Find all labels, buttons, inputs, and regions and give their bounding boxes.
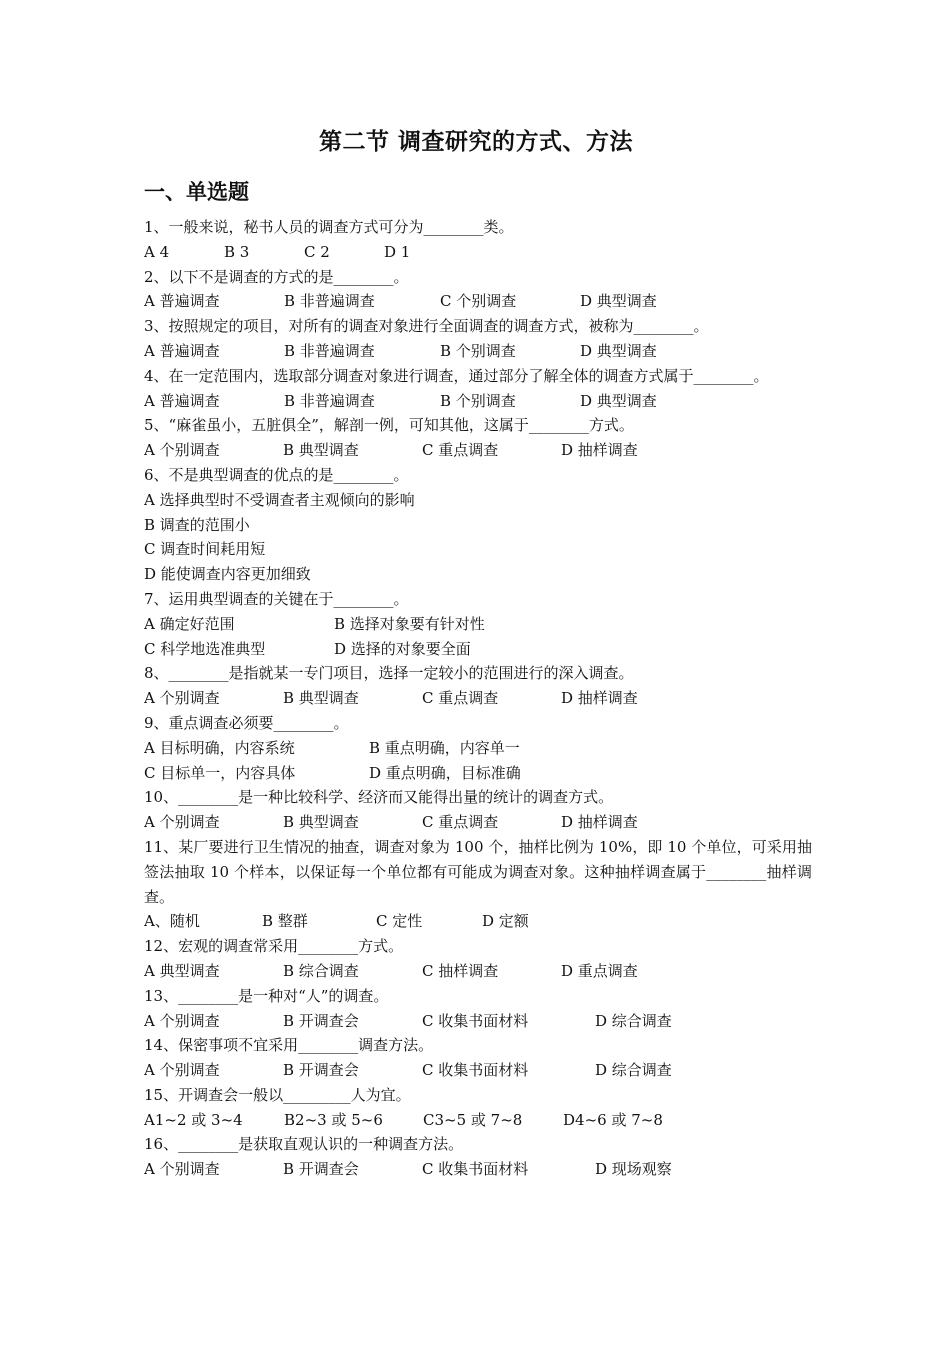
option-c: C 重点调查 (422, 689, 499, 708)
option-b: B 典型调查 (283, 813, 359, 832)
option-d: D 1 (384, 242, 411, 261)
section-title: 一、单选题 (144, 179, 249, 204)
option-b: B 非普遍调查 (284, 391, 375, 410)
option-b: B 整群 (262, 912, 308, 931)
option-a: A 普遍调查 (144, 341, 220, 360)
option-b: B 综合调查 (283, 961, 359, 980)
option-c: C 目标单一，内容具体 (144, 763, 296, 782)
option-a: A 目标明确，内容系统 (144, 738, 295, 757)
option-a: A 选择典型时不受调查者主观倾向的影响 (144, 490, 415, 509)
question-13-options (144, 1009, 812, 1034)
question-4-options (144, 389, 812, 414)
option-b: B 典型调查 (283, 689, 359, 708)
question-8: 8、________是指就某一专门项目，选择一定较小的范围进行的深入调查。 (144, 664, 634, 683)
question-3: 3、按照规定的项目，对所有的调查对象进行全面调查的调查方式，被称为________。 (144, 317, 709, 336)
question-12: 12、宏观的调查常采用________方式。 (144, 937, 404, 956)
option-c: B 个别调查 (440, 391, 516, 410)
option-b: B2~3 或 5~6 (284, 1110, 383, 1129)
option-c: C 收集书面材料 (422, 1011, 529, 1030)
option-d: D 定额 (482, 912, 529, 931)
question-10-options (144, 810, 812, 835)
question-6: 6、不是典型调查的优点的是________。 (144, 465, 409, 484)
option-c: C 重点调查 (422, 441, 499, 460)
option-d: D 抽样调查 (561, 689, 638, 708)
question-4: 4、在一定范围内，选取部分调查对象进行调查，通过部分了解全体的调查方式属于________。 (144, 366, 769, 385)
option-a: A 典型调查 (144, 961, 220, 980)
question-list (144, 215, 812, 1182)
option-d: D 典型调查 (580, 391, 657, 410)
option-a: A 4 (144, 242, 170, 261)
option-d: D4~6 或 7~8 (563, 1110, 663, 1129)
question-9-options-row-2 (144, 761, 812, 786)
question-2-options (144, 289, 812, 314)
question-16-options (144, 1157, 812, 1182)
question-16: 16、________是获取直观认识的一种调查方法。 (144, 1135, 464, 1154)
question-13: 13、________是一种对“人”的调查。 (144, 986, 389, 1005)
question-9: 9、重点调查必须要________。 (144, 713, 349, 732)
option-c: C 抽样调查 (422, 961, 499, 980)
option-d: D 重点明确，目标准确 (369, 763, 521, 782)
question-14: 14、保密事项不宜采用________调查方法。 (144, 1036, 434, 1055)
question-8-options (144, 686, 812, 711)
option-a: A 个别调查 (144, 1061, 220, 1080)
option-d: D 典型调查 (580, 292, 657, 311)
option-a: A 个别调查 (144, 1160, 220, 1179)
option-a: A 普遍调查 (144, 391, 220, 410)
option-d: D 抽样调查 (561, 813, 638, 832)
option-a: A1~2 或 3~4 (144, 1110, 243, 1129)
option-b: B 典型调查 (283, 441, 359, 460)
option-d: D 综合调查 (595, 1011, 672, 1030)
option-b: B 非普遍调查 (284, 341, 375, 360)
option-a: A、随机 (144, 912, 200, 931)
question-1: 1、一般来说，秘书人员的调查方式可分为________类。 (144, 218, 514, 236)
option-c: C 重点调查 (422, 813, 499, 832)
option-c: C 收集书面材料 (422, 1160, 529, 1179)
question-3-options (144, 339, 812, 364)
option-a: A 个别调查 (144, 1011, 220, 1030)
option-c: C 2 (304, 242, 330, 261)
option-b: B 选择对象要有针对性 (334, 614, 485, 633)
option-c: C 定性 (376, 912, 423, 931)
option-b: B 开调查会 (283, 1160, 359, 1179)
option-a: A 个别调查 (144, 689, 220, 708)
option-a: A 确定好范围 (144, 614, 235, 633)
question-9-options-row-1 (144, 736, 812, 761)
question-5-options (144, 438, 812, 463)
option-b: B 非普遍调查 (284, 292, 375, 311)
option-a: A 普遍调查 (144, 292, 220, 311)
option-c: C 调查时间耗用短 (144, 540, 266, 559)
option-a: A 个别调查 (144, 441, 220, 460)
option-d: D 重点调查 (561, 961, 638, 980)
option-c: C 收集书面材料 (422, 1061, 529, 1080)
question-7: 7、运用典型调查的关键在于________。 (144, 589, 409, 608)
question-7-options-row-2 (144, 637, 812, 662)
question-15: 15、开调查会一般以_________人为宜。 (144, 1085, 411, 1104)
question-14-options (144, 1058, 812, 1083)
option-d: D 综合调查 (595, 1061, 672, 1080)
option-d: D 选择的对象要全面 (334, 639, 471, 658)
option-b: B 调查的范围小 (144, 515, 250, 534)
option-a: A 个别调查 (144, 813, 220, 832)
option-d: D 抽样调查 (561, 441, 638, 460)
question-12-options (144, 959, 812, 984)
option-c: C3~5 或 7~8 (423, 1110, 523, 1129)
question-7-options-row-1 (144, 612, 812, 637)
option-d: D 能使调查内容更加细致 (144, 565, 311, 584)
option-b: B 重点明确，内容单一 (369, 738, 520, 757)
option-d: D 现场观察 (595, 1160, 672, 1179)
option-c: B 个别调查 (440, 341, 516, 360)
question-10: 10、________是一种比较科学、经济而又能得出量的统计的调查方式。 (144, 788, 614, 807)
question-5: 5、“麻雀虽小，五脏俱全”，解剖一例，可知其他，这属于________方式。 (144, 416, 634, 435)
option-c: C 个别调查 (440, 292, 517, 311)
option-b: B 开调查会 (283, 1061, 359, 1080)
question-15-options (144, 1108, 812, 1133)
question-1-options (144, 240, 812, 265)
question-11: 11、某厂要进行卫生情况的抽查，调查对象为 100 个，抽样比例为 10%，即 10 个单位，可采用抽签法抽取 10 个样本，以保证每一个单位都有可能成为调查对象。这种抽样调查属于________抽样调查。 (144, 837, 812, 906)
option-b: B 3 (224, 242, 250, 261)
option-c: C 科学地选准典型 (144, 639, 266, 658)
question-2: 2、以下不是调查的方式的是________。 (144, 267, 409, 286)
page-title: 第二节 调查研究的方式、方法 (318, 128, 633, 155)
question-11-options (144, 909, 812, 934)
option-d: D 典型调查 (580, 341, 657, 360)
option-b: B 开调查会 (283, 1011, 359, 1030)
